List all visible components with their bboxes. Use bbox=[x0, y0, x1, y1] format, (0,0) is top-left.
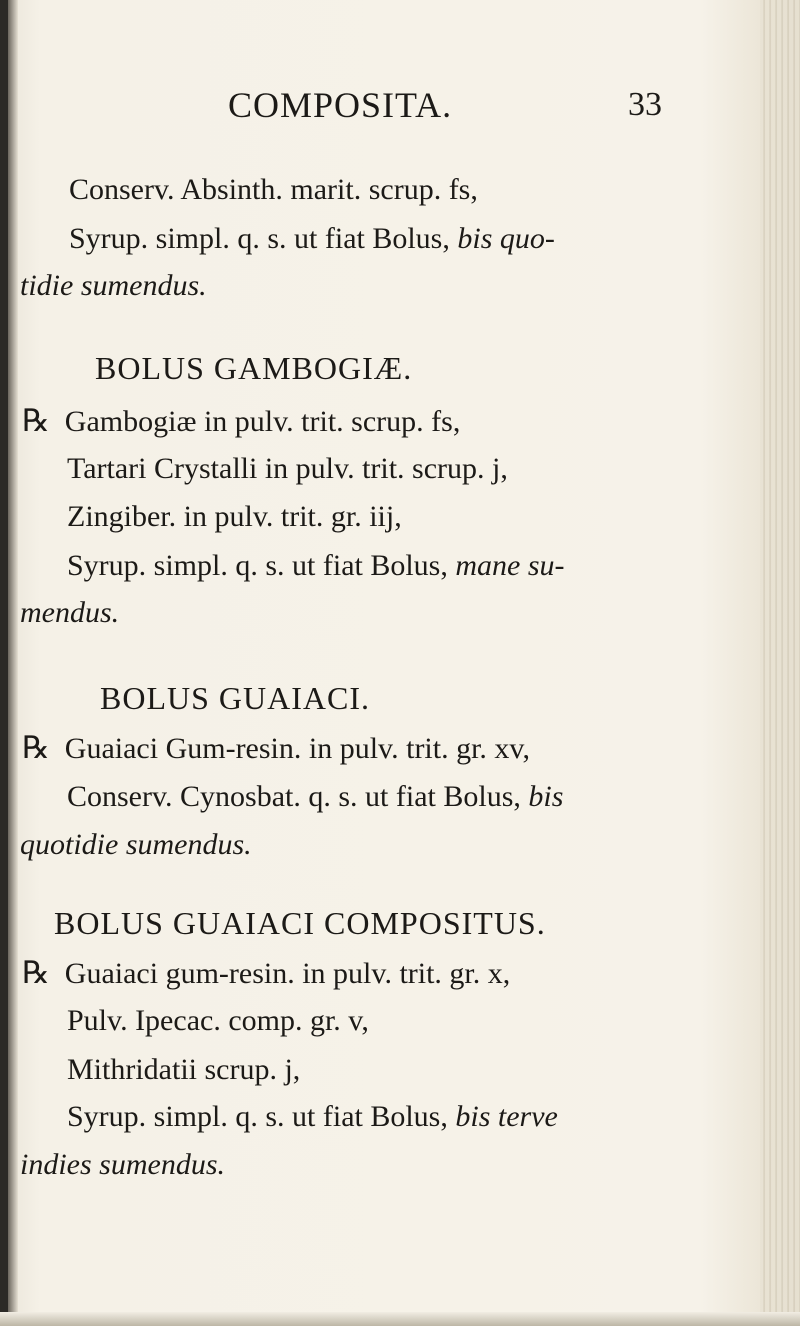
recipe-line: Syrup. simpl. q. s. ut fiat Bolus, bis terve bbox=[67, 1100, 558, 1133]
recipe-line: ℞ Guaiaci Gum-resin. in pulv. trit. gr. xv, bbox=[22, 730, 530, 765]
recipe-line: quotidie sumendus. bbox=[20, 828, 252, 861]
recipe-line: Syrup. simpl. q. s. ut fiat Bolus, mane su- bbox=[67, 549, 565, 582]
recipe-heading: BOLUS GUAIACI. bbox=[100, 680, 370, 716]
running-header: COMPOSITA. bbox=[228, 85, 453, 125]
recipe-line: Tartari Crystalli in pulv. trit. scrup. j, bbox=[67, 452, 508, 485]
gutter-shadow bbox=[8, 0, 18, 1326]
recipe-symbol: ℞ bbox=[22, 403, 50, 438]
recipe-line: Pulv. Ipecac. comp. gr. v, bbox=[67, 1004, 369, 1037]
book-gutter bbox=[0, 0, 8, 1326]
recipe-line: tidie sumendus. bbox=[20, 269, 207, 302]
recipe-line: ℞ Gambogiæ in pulv. trit. scrup. fs, bbox=[22, 403, 461, 438]
recipe-heading: BOLUS GUAIACI COMPOSITUS. bbox=[54, 905, 546, 941]
recipe-line: ℞ Guaiaci gum-resin. in pulv. trit. gr. x, bbox=[22, 955, 511, 990]
recipe-line: Mithridatii scrup. j, bbox=[67, 1053, 301, 1086]
page-number: 33 bbox=[628, 86, 662, 123]
recipe-heading: BOLUS GAMBOGIÆ. bbox=[95, 350, 413, 386]
recipe-line: Conserv. Absinth. marit. scrup. fs, bbox=[69, 173, 478, 206]
bottom-edge bbox=[0, 1312, 800, 1326]
recipe-line: mendus. bbox=[20, 596, 120, 629]
recipe-line: Conserv. Cynosbat. q. s. ut fiat Bolus, bis bbox=[67, 780, 564, 813]
recipe-line: indies sumendus. bbox=[20, 1148, 225, 1181]
recipe-symbol: ℞ bbox=[22, 955, 50, 990]
page-edge bbox=[760, 0, 800, 1326]
recipe-line: Zingiber. in pulv. trit. gr. iij, bbox=[67, 500, 402, 533]
recipe-symbol: ℞ bbox=[22, 730, 50, 765]
recipe-line: Syrup. simpl. q. s. ut fiat Bolus, bis quo- bbox=[69, 222, 555, 255]
